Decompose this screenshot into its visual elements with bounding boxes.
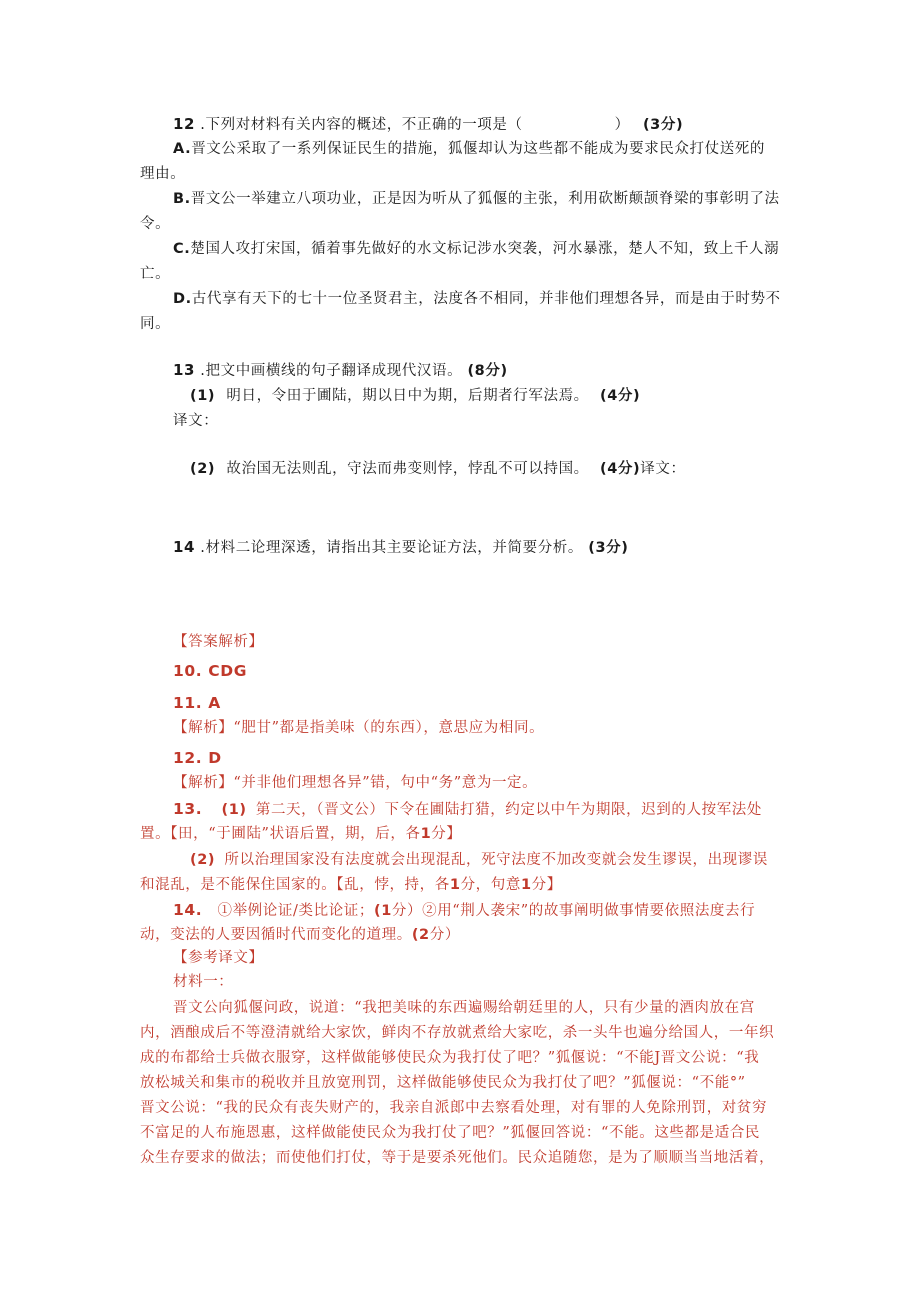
q12-option-c (173, 239, 779, 259)
part-text: 置。【田，“于圃陆”状语后置，期，后，各 (140, 826, 421, 842)
translation-line: 众生存要求的做法；而使他们打仗，等于是要杀死他们。民众追随您，是为了顺顺当当地活着， (140, 1150, 775, 1166)
translation-line: 不富足的人布施恩惠，这样做能使民众为我打仗了吧？”狐偃回答说：“不能。这些都是适合民 (140, 1125, 761, 1141)
part-text: 第二天，（晋文公）下令在圃陆打猎，约定以中午为期限，迟到的人按军法处 (255, 802, 763, 818)
reference-translation-header: 【参考译文】 (173, 950, 264, 966)
answer-12-explanation: 【解析】“并非他们理想各异”错，句中“务”意为一定。 (173, 775, 538, 791)
sentence-label: (2) (190, 461, 216, 477)
q14-stem-line (173, 537, 628, 558)
answer-13-part-2-cont (140, 875, 562, 895)
option-text: 楚国人攻打宋国，循着事先做好的水文标记涉水突袭，河水暴涨，楚人不知，致上千人溺 (190, 241, 780, 257)
answer-number: 14. (173, 901, 203, 919)
q12-option-d (173, 289, 781, 309)
q12-option-b (173, 189, 780, 209)
translation-line: 晋文公向狐偃问政，说道：“我把美味的东西遍赐给朝廷里的人，只有少量的酒肉放在宫 (173, 1000, 755, 1016)
point-value: 1 (420, 826, 432, 842)
option-text: 古代享有天下的七十一位圣贤君主，法度各不相同，并非他们理想各异，而是由于时势不 (191, 291, 781, 307)
q12-option-a-cont: 理由。 (140, 166, 186, 182)
part-text: 和混乱，是不能保住国家的。【乱，悖，持，各 (140, 877, 450, 893)
sentence-text: 明日，令田于圃陆，期以日中为期，后期者行军法焉。 (226, 388, 589, 404)
part-text: 分】 (431, 826, 462, 842)
q12-stem-line (173, 114, 683, 135)
sentence-label: (1) (190, 388, 216, 404)
q12-option-d-cont: 同。 (140, 316, 171, 332)
option-letter: A. (173, 141, 192, 157)
q13-score: (8分) (467, 363, 508, 379)
answer-13-part-1-cont (140, 824, 461, 844)
part-text: 分】 (531, 877, 562, 893)
option-letter: B. (173, 191, 191, 207)
q13-translation-label-1: 译文： (173, 413, 219, 429)
sentence-text: 故治国无法则乱，守法而弗变则悖，悖乱不可以持国。 (226, 461, 589, 477)
sentence-score: (4分) (600, 388, 641, 404)
q13-stem-line (173, 360, 508, 381)
sentence-score: (4分) (600, 461, 641, 477)
q14-stem: .材料二论理深透，请指出其主要论证方法，并简要分析。 (200, 540, 584, 556)
part-label: (1) (221, 802, 247, 818)
option-text: 晋文公一举建立八项功业，正是因为听从了狐偃的主张，利用砍断颠颉脊梁的事彰明了法 (190, 191, 780, 207)
q12-score: (3分) (642, 117, 684, 133)
q12-option-a (173, 139, 765, 159)
material-1-label: 材料一： (173, 974, 234, 990)
point-value: (1 (373, 903, 392, 919)
answer-number: 13. (173, 800, 203, 818)
option-text: 晋文公采取了一系列保证民生的措施，狐偃却认为这些都不能成为要求民众打仗送死的 (191, 141, 765, 157)
q14-number: 14 (173, 538, 196, 556)
answer-section-header: 【答案解析】 (173, 634, 264, 650)
q12-close-paren: ） (614, 117, 630, 133)
translation-line: 放松城关和集市的税收并且放宽刑罚，这样做能够使民众为我打仗了吧？”狐偃说：“不能°” (140, 1075, 746, 1091)
option-letter: C. (173, 241, 191, 257)
q12-stem: .下列对材料有关内容的概述，不正确的一项是（ (200, 117, 523, 133)
translation-line: 成的布都给士兵做衣服穿，这样做能够使民众为我打仗了吧？”狐偃说：“不能J晋文公说：“我 (140, 1050, 760, 1066)
option-letter: D. (173, 291, 192, 307)
answer-12: 12. D (173, 749, 222, 767)
q13-number: 13 (173, 361, 196, 379)
answer-11-explanation: 【解析】“肥甘”都是指美味（的东西），意思应为相同。 (173, 720, 545, 736)
point-value: 1 (520, 877, 532, 893)
answer-13-part-2 (190, 850, 768, 870)
q13-translation-area-1[interactable] (173, 432, 773, 454)
q14-score: (3分) (588, 540, 629, 556)
q13-sentence-2 (190, 459, 686, 479)
answer-13-part-1 (173, 799, 762, 820)
q12-option-c-cont: 亡。 (140, 266, 171, 282)
answer-10: 10. CDG (173, 662, 248, 680)
part-text: 分）②用“荆人袭宋”的故事阐明做事情要依照法度去行 (391, 903, 756, 919)
part-text: 分） (429, 927, 460, 943)
part-text: 分，句意 (460, 877, 521, 893)
translation-line: 晋文公说：“我的民众有丧失财产的，我亲自派郎中去察看处理，对有罪的人免除刑罚，对贫穷 (140, 1100, 768, 1116)
answer-14-cont (140, 925, 460, 945)
point-value: (2 (411, 927, 430, 943)
translation-label: 译文： (640, 461, 686, 477)
part-text: ①举例论证/类比论证； (217, 903, 374, 919)
part-text: 所以治理国家没有法度就会出现混乱，死守法度不加改变就会发生谬误，出现谬误 (224, 852, 768, 868)
point-value: 1 (449, 877, 461, 893)
q12-number: 12 (173, 115, 196, 133)
part-text: 动，变法的人要因循时代而变化的道理。 (140, 927, 412, 943)
q12-option-b-cont: 令。 (140, 216, 171, 232)
answer-14 (173, 900, 755, 921)
q13-sentence-1 (190, 386, 640, 406)
q13-stem: .把文中画横线的句子翻译成现代汉语。 (200, 363, 463, 379)
q13-translation-area-2[interactable] (173, 484, 773, 524)
part-label: (2) (190, 852, 216, 868)
translation-line: 内，酒酿成后不等澄清就给大家饮，鲜肉不存放就煮给大家吃，杀一头牛也遍分给国人，一年织 (140, 1025, 775, 1041)
answer-11: 11. A (173, 694, 221, 712)
